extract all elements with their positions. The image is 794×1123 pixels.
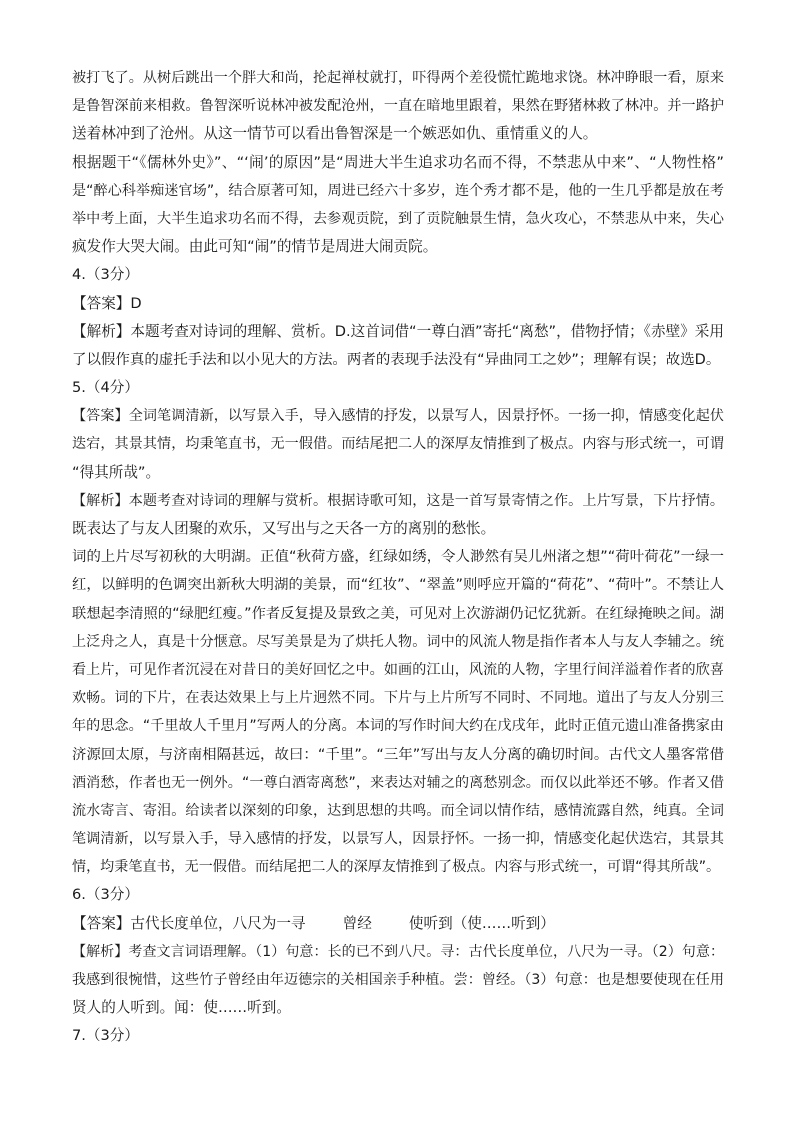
- text-line: 年的思念。“千里故人千里月”写两人的分离。本词的写作时间大约在戊戌年，此时正值元遗山准备携家由: [72, 718, 724, 735]
- answer-line: 【答案】全词笔调清新，以写景入手，导入感情的抒发，以景写人，因景抒怀。一扬一抑，情感变化起伏: [72, 408, 724, 425]
- text-line: 举中考上面，大半生追求功名而不得，去参观贡院，到了贡院触景生情，急火攻心，不禁悲从中来，失心: [72, 210, 724, 227]
- text-line: 送着林冲到了沧州。从这一情节可以看出鲁智深是一个嫉恶如仇、重情重义的人。: [72, 125, 598, 143]
- text-line: 济源回太原，与济南相隔甚远，故曰：“千里”。“三年”写出与友人分离的确切时间。古代文人墨客常借: [72, 746, 724, 763]
- text-line: 流水寄言、寄泪。给读者以深刻的印象，达到思想的共鸣。而全词以情作结，感情流露自然，纯真。全词: [72, 802, 724, 819]
- analysis-line: 【解析】本题考查对诗词的理解与赏析。根据诗歌可知，这是一首写景寄情之作。上片写景，下片抒情。: [72, 492, 724, 509]
- text-line: 欢畅。词的下片，在表达效果上与上片迥然不同。下片与上片所写不同时、不同地。道出了与友人分别三: [72, 690, 724, 707]
- question-number: 5.（4分）: [72, 379, 139, 397]
- text-line: 迭宕，其景其情，均秉笔直书，无一假借。而结尾把二人的深厚友情推到了极点。内容与形式统一，可谓: [72, 436, 724, 453]
- question-number: 4.（3分）: [72, 266, 139, 284]
- text-line: 联想起李清照的“绿肥红瘦。”作者反复提及景致之美，可见对上次游湖仍记忆犹新。在红绿掩映之间。湖: [72, 605, 724, 622]
- text-line: 是“醉心科举痴迷官场”，结合原著可知，周进已经六十多岁，连个秀才都不是，他的一生几乎都是放在考: [72, 182, 724, 199]
- analysis-line: 【解析】本题考查对诗词的理解、赏析。D.这首词借“一尊白酒”寄托“离愁”，借物抒情；《赤壁》采用: [72, 322, 724, 340]
- answer-line: 【答案】D: [72, 294, 142, 312]
- text-line: “得其所哉”。: [72, 463, 161, 481]
- text-line: 情，均秉笔直书，无一假借。而结尾把二人的深厚友情推到了极点。内容与形式统一，可谓“得其所哉”。: [72, 859, 721, 876]
- analysis-line: 【解析】考查文言词语理解。（1）句意：长的已不到八尺。寻：古代长度单位，八尺为一寻。（2）句意：: [72, 943, 724, 960]
- text-line: 上泛舟之人，真是十分惬意。尽写美景是为了烘托人物。词中的风流人物是指作者本人与友人李辅之。统: [72, 633, 724, 650]
- text-line: 词的上片尽写初秋的大明湖。正值“秋荷方盛，红绿如绣，令人渺然有吴儿州渚之想”“荷叶荷花”一绿一: [72, 549, 724, 566]
- text-line: 笔调清新，以写景入手，导入感情的抒发，以景写人，因景抒怀。一扬一抑，情感变化起伏迭宕，其景其: [72, 831, 724, 848]
- question-number: 6.（3分）: [72, 886, 139, 904]
- text-line: 根据题干“《儒林外史》”、“‘闹’的原因”是“周进大半生追求功名而不得，不禁悲从中来”、“人物性格”: [72, 153, 724, 171]
- text-line: 我感到很惋惜，这些竹子曾经由年迈德宗的关相国亲手种植。尝：曾经。（3）句意：也是想要使现在任用: [72, 972, 724, 988]
- text-line: 了以假作真的虚托手法和以小见大的方法。两者的表现手法没有“异曲同工之妙”；理解有误；故选D。: [72, 351, 721, 368]
- text-line: 被打飞了。从树后跳出一个胖大和尚，抡起禅杖就打，吓得两个差役慌忙跪地求饶。林冲睁眼一看，原来: [72, 70, 724, 86]
- text-line: 贤人的人听到。闻：使……听到。: [72, 999, 291, 1017]
- text-line: 看上片，可见作者沉浸在对昔日的美好回忆之中。如画的江山，风流的人物，字里行间洋溢着作者的欣喜: [72, 661, 724, 678]
- question-number: 7.（3分）: [72, 1027, 139, 1045]
- text-line: 酒消愁，作者也无一例外。“一尊白酒寄离愁”，来表达对辅之的离愁别念。而仅以此举还不够。作者又借: [72, 774, 724, 791]
- document-page: [72, 64, 724, 1051]
- text-line: 红，以鲜明的色调突出新秋大明湖的美景，而“红妆”、“翠盖”则呼应开篇的“荷花”、“荷叶”。不禁让人: [72, 577, 724, 594]
- text-line: 疯发作大哭大闹。由此可知“闹”的情节是周进大闹贡院。: [72, 238, 438, 256]
- text-line: 既表达了与友人团聚的欢乐，又写出与之天各一方的离别的愁怅。: [72, 520, 496, 537]
- text-line: 是鲁智深前来相救。鲁智深听说林冲被发配沧州，一直在暗地里跟着，果然在野猪林救了林冲。并一路护: [72, 98, 724, 115]
- answer-line: 【答案】古代长度单位，八尺为一寻 曾经 使听到（使……听到）: [72, 914, 555, 932]
